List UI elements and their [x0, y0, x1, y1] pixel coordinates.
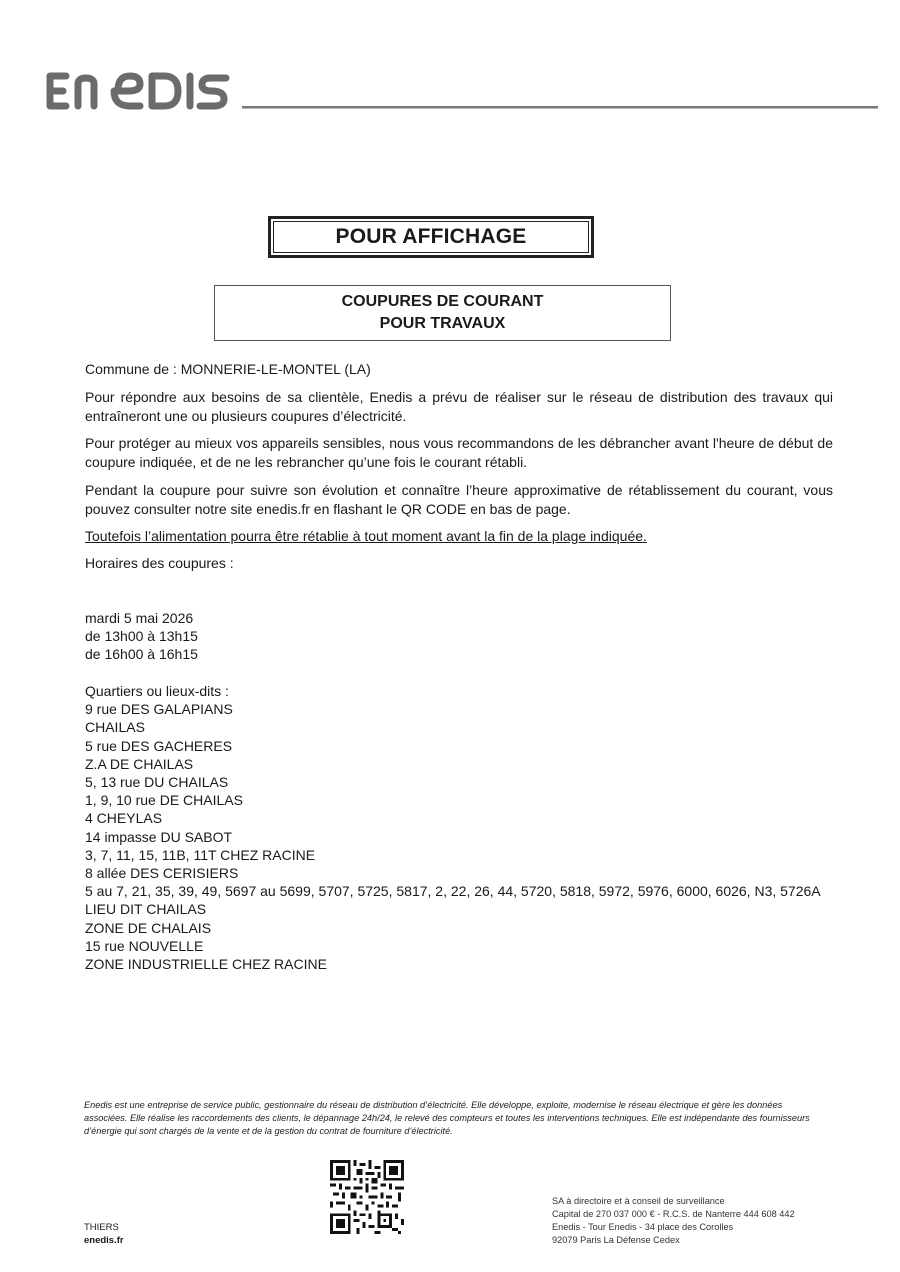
header-rule [242, 106, 878, 108]
commune-line: Commune de : MONNERIE-LE-MONTEL (LA) [85, 361, 371, 377]
pour-affichage-box [268, 216, 594, 258]
paragraph-protection: Pour protéger au mieux vos appareils sensibles, nous vous recommandons de les débrancher avant l'heure de début de coupure indiquée, et de ne les rebrancher qu’une fois le courant rétabli. [85, 435, 833, 470]
paragraph-warning: Toutefois l’alimentation pourra être rétablie à tout moment avant la fin de la plage indiquée. [85, 528, 647, 544]
schedule-slot: de 13h00 à 13h15 [85, 628, 198, 645]
footer-left [84, 1221, 124, 1247]
horaires-label: Horaires des coupures : [85, 555, 234, 571]
footer-site-link[interactable]: enedis.fr [84, 1235, 124, 1246]
list-item: ZONE DE CHALAIS [85, 919, 212, 936]
list-item: 8 allée DES CERISIERS [85, 865, 239, 882]
footer-city: THIERS [84, 1222, 119, 1233]
list-item: 1, 9, 10 rue DE CHAILAS [85, 792, 243, 809]
list-item: 3, 7, 11, 15, 11B, 11T CHEZ RACINE [85, 846, 316, 863]
schedule [85, 609, 845, 664]
schedule-date: mardi 5 mai 2026 [85, 610, 194, 626]
legal-line: 92079 Paris La Défense Cedex [552, 1235, 680, 1245]
locations-list [85, 682, 845, 973]
paragraph-suivi: Pendant la coupure pour suivre son évolution et connaître l’heure approximative de rétablissement du courant, vous pouvez consulter notre site enedis.fr en flashant le QR CODE en bas de page. [85, 482, 833, 517]
list-item: 15 rue NOUVELLE [85, 937, 204, 954]
enedis-logo-icon [44, 68, 234, 112]
coupures-title-line2: POUR TRAVAUX [379, 315, 506, 332]
coupures-title-line1: COUPURES DE COURANT [341, 293, 544, 310]
legal-line: Capital de 270 037 000 € - R.C.S. de Nanterre 444 608 442 [552, 1209, 795, 1219]
paragraph-intro: Pour répondre aux besoins de sa clientèle, Enedis a prévu de réaliser sur le réseau de distribution des travaux qui entraîneront une ou plusieurs coupures d’électricité. [85, 389, 833, 424]
legal-line: Enedis - Tour Enedis - 34 place des Corolles [552, 1222, 734, 1232]
list-item: 9 rue DES GALAPIANS [85, 701, 233, 718]
list-item: 14 impasse DU SABOT [85, 828, 233, 845]
list-item: 4 CHEYLAS [85, 810, 163, 827]
schedule-slot: de 16h00 à 16h15 [85, 646, 198, 663]
enedis-disclaimer: Enedis est une entreprise de service public, gestionnaire du réseau de distribution d’électricité. Elle développe, exploite, modernise le réseau électrique et gère les données associées. Elle réalise les raccordements des clients, le dépannage 24h/24, le relevé des compteurs et toutes les interventions techniques. Elle est indépendante des fournisseurs d’énergie qui sont chargés de la vente et de la gestion du contrat de fourniture d’électricité. [84, 1100, 810, 1136]
locations-label: Quartiers ou lieux-dits : [85, 683, 229, 699]
list-item: ZONE INDUSTRIELLE CHEZ RACINE [85, 956, 327, 973]
footer-legal [552, 1195, 795, 1247]
coupures-box [214, 285, 671, 341]
qr-code-icon[interactable] [330, 1160, 404, 1234]
list-item: 5 au 7, 21, 35, 39, 49, 5697 au 5699, 5707, 5725, 5817, 2, 22, 26, 44, 5720, 5818, 5972, 5976, 6000, 6026, N3, 5726A LIEU DIT CHAILAS [85, 883, 820, 918]
list-item: Z.A DE CHAILAS [85, 755, 194, 772]
list-item: 5 rue DES GACHERES [85, 737, 233, 754]
list-item: CHAILAS [85, 719, 145, 736]
pour-affichage-title: POUR AFFICHAGE [273, 221, 589, 253]
list-item: 5, 13 rue DU CHAILAS [85, 774, 229, 791]
legal-line: SA à directoire et à conseil de surveillance [552, 1196, 725, 1206]
